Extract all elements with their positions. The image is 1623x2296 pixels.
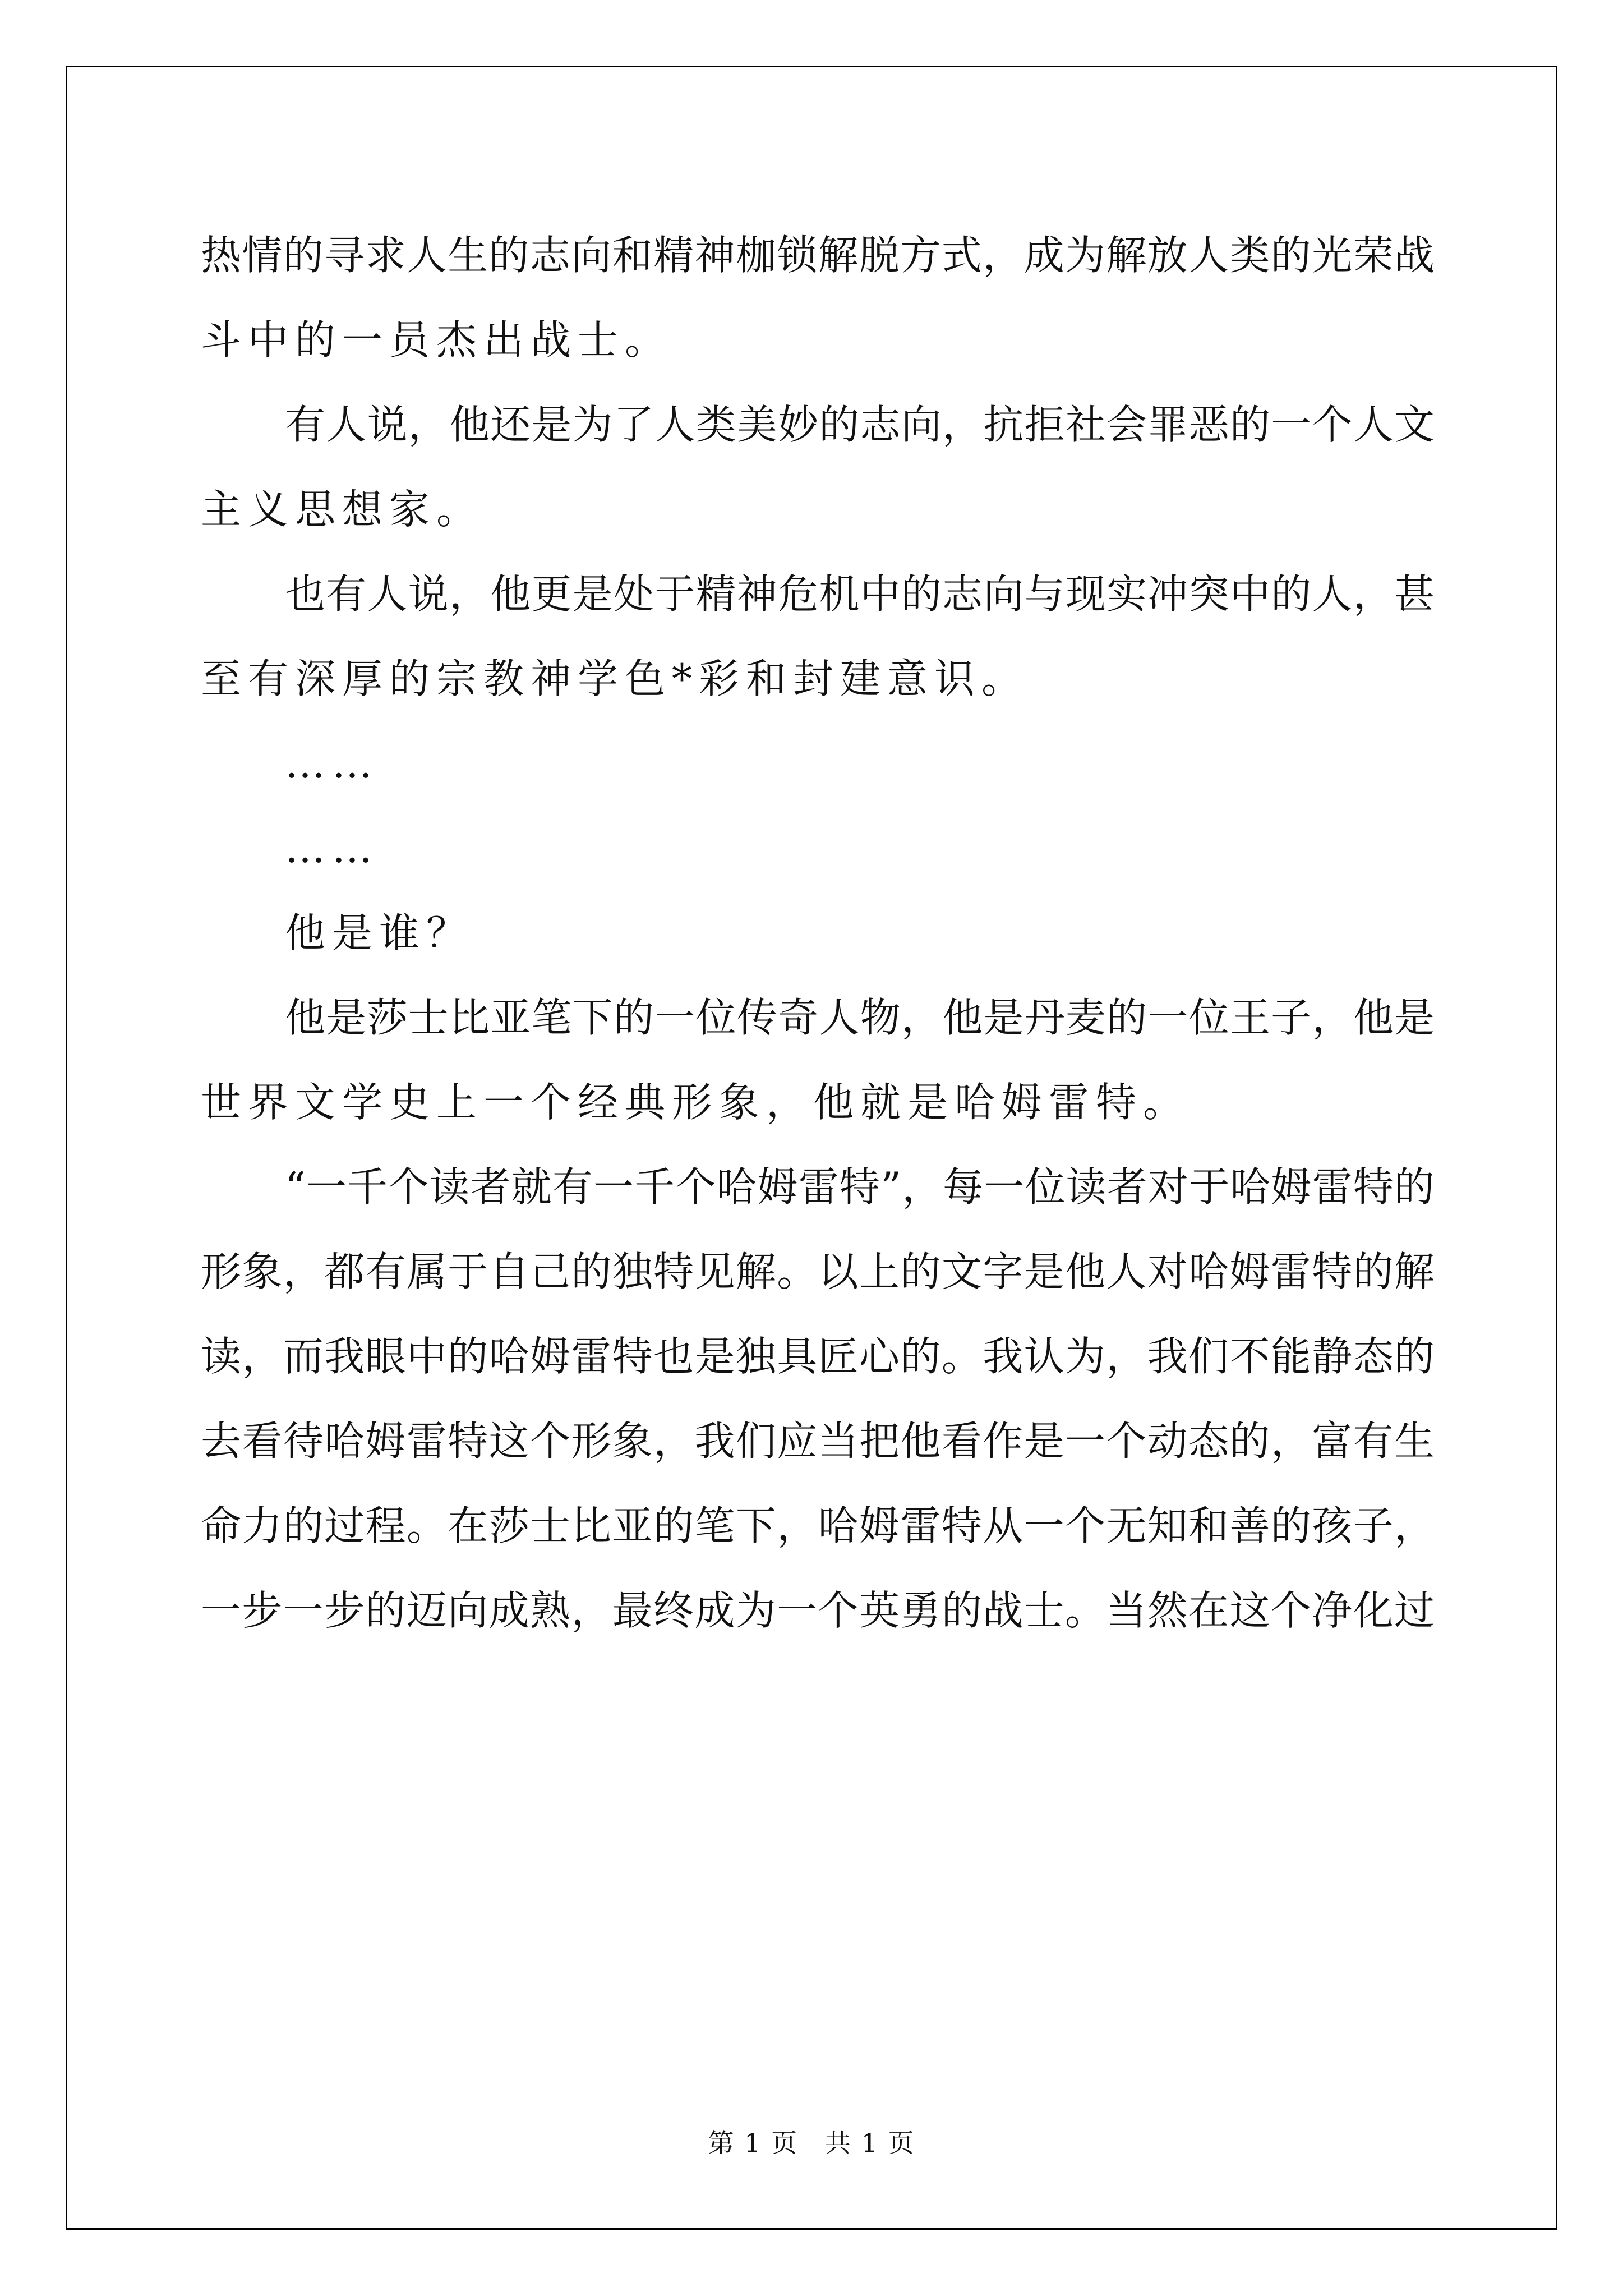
text-line-4: 主义思想家。 bbox=[201, 486, 484, 533]
page-number-footer: 第 1 页 共 1 页 bbox=[708, 2128, 915, 2158]
text-line-11: 世界文学史上一个经典形象，他就是哈姆雷特。 bbox=[201, 1079, 1191, 1126]
text-line-17: 一步一步的迈向成熟，最终成为一个英勇的战士。当然在这个净化过 bbox=[201, 1587, 1435, 1634]
text-line-12: “一千个读者就有一千个哈姆雷特”，每一位读者对于哈姆雷特的 bbox=[285, 1163, 1435, 1211]
text-line-8: …… bbox=[285, 825, 379, 872]
text-line-9: 他是谁？ bbox=[285, 909, 474, 956]
text-line-7: …… bbox=[285, 740, 379, 787]
text-line-16: 命力的过程。在莎士比亚的笔下，哈姆雷特从一个无知和善的孩子， bbox=[201, 1502, 1435, 1549]
document-body bbox=[201, 213, 1435, 1653]
text-line-6: 至有深厚的宗教神学色*彩和封建意识。 bbox=[201, 655, 1029, 702]
text-line-5: 也有人说，他更是处于精神危机中的志向与现实冲突中的人，甚 bbox=[285, 570, 1435, 618]
text-line-10: 他是莎士比亚笔下的一位传奇人物，他是丹麦的一位王子，他是 bbox=[285, 994, 1435, 1041]
text-line-15: 去看待哈姆雷特这个形象，我们应当把他看作是一个动态的，富有生 bbox=[201, 1418, 1435, 1465]
text-line-2: 斗中的一员杰出战士。 bbox=[201, 316, 672, 364]
text-line-1: 热情的寻求人生的志向和精神枷锁解脱方式，成为解放人类的光荣战 bbox=[201, 232, 1435, 279]
text-line-13: 形象，都有属于自己的独特见解。以上的文字是他人对哈姆雷特的解 bbox=[201, 1248, 1435, 1295]
text-line-14: 读，而我眼中的哈姆雷特也是独具匠心的。我认为，我们不能静态的 bbox=[201, 1333, 1435, 1380]
text-line-3: 有人说，他还是为了人类美妙的志向，抗拒社会罪恶的一个人文 bbox=[285, 401, 1435, 448]
